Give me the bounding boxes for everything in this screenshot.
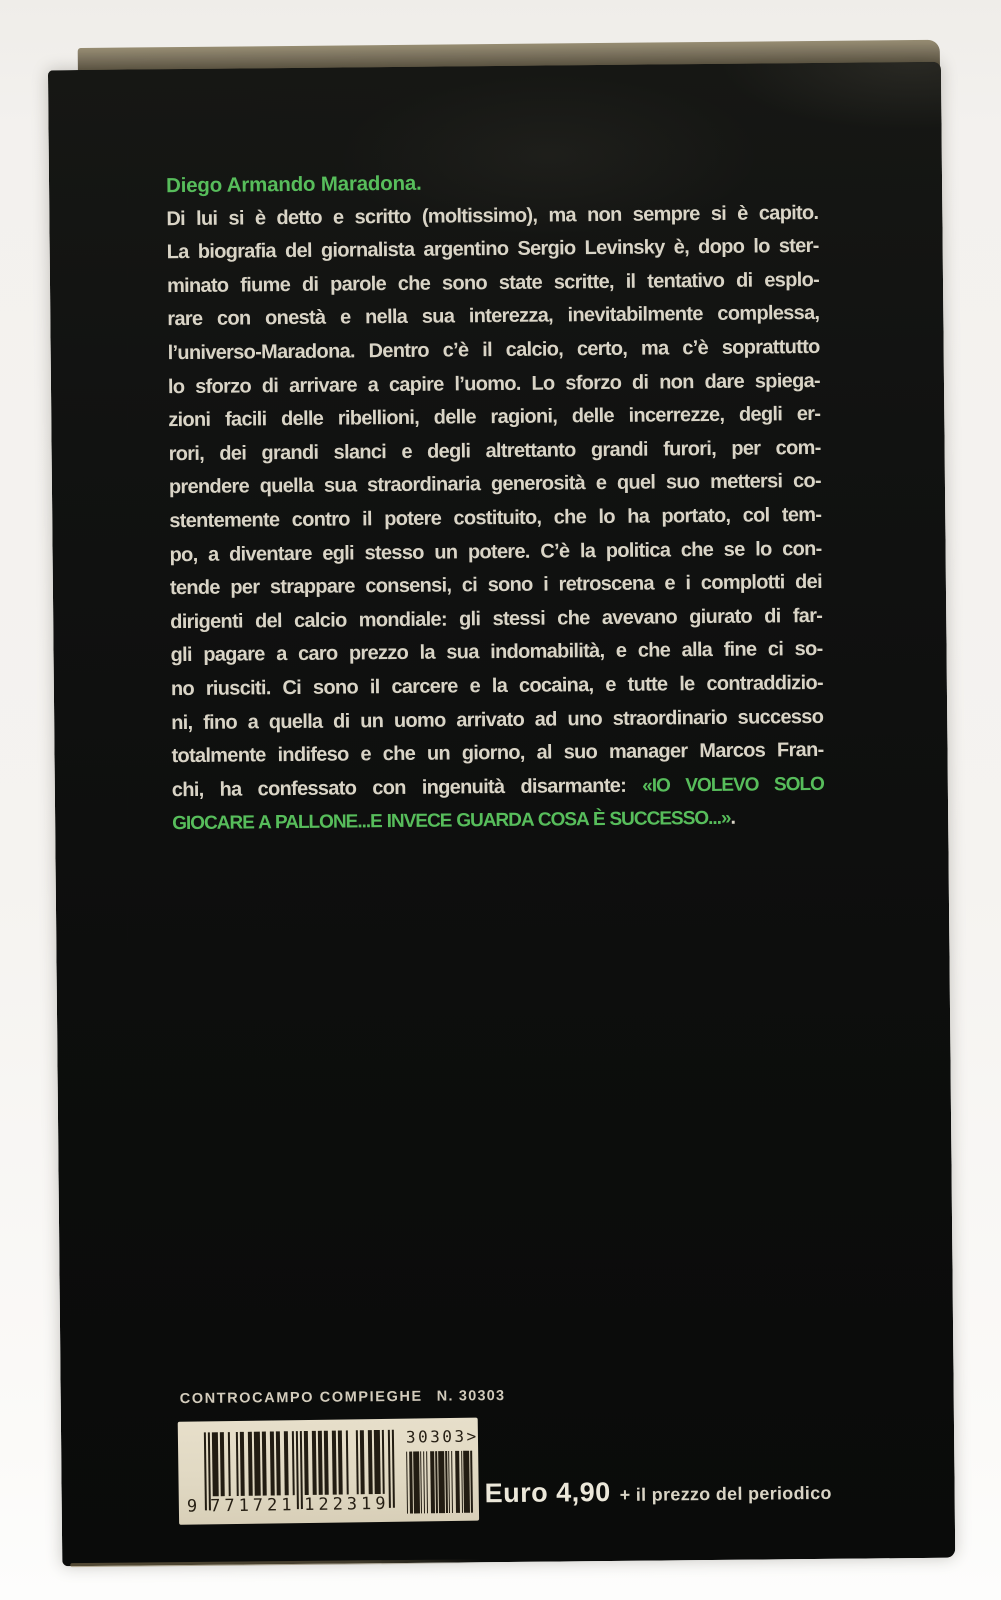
- barcode-bar: [471, 1451, 473, 1513]
- barcode-bar: [445, 1451, 447, 1513]
- barcode-bar: [346, 1430, 349, 1494]
- barcode-digit-first: 9: [186, 1496, 198, 1517]
- barcode-bar: [392, 1430, 395, 1508]
- barcode-bar: [356, 1430, 359, 1494]
- paragraph-line: rare con onestà e nella sua interezza, inevitabilmente complessa,: [167, 302, 820, 331]
- price-amount: Euro 4,90: [484, 1476, 611, 1509]
- paragraph-line: zioni facili delle ribellioni, delle ragioni, delle incerrezze, degli er-: [168, 403, 821, 432]
- cover-surface: [48, 62, 955, 1567]
- barcode-bar: [236, 1432, 239, 1496]
- barcode-bar: [262, 1432, 267, 1496]
- barcode-bar: [426, 1451, 428, 1513]
- barcode-bar: [461, 1451, 463, 1513]
- paragraph-line: ni, fino a quella di un uomo arrivato ad uno straordinario successo: [171, 705, 824, 734]
- paragraph-line: dirigenti del calcio mondiale: gli stessi che avevano giurato di far-: [170, 604, 823, 633]
- barcode-bar: [296, 1431, 299, 1509]
- barcode-bar: [382, 1430, 385, 1494]
- barcode-bar: [338, 1431, 343, 1495]
- barcode-bar: [409, 1452, 413, 1514]
- book-back-cover: [48, 40, 956, 1567]
- ean-barcode: [186, 1430, 395, 1521]
- cover-paragraph: [166, 197, 824, 842]
- barcode-bar: [312, 1431, 317, 1495]
- blurb-block: [166, 163, 824, 841]
- barcode-bar: [436, 1451, 438, 1513]
- price-suffix: + il prezzo del periodico: [619, 1482, 832, 1505]
- paragraph-line: totalmente indifeso e che un giorno, al suo manager Marcos Fran-: [171, 739, 824, 768]
- price-line: [484, 1475, 831, 1509]
- barcode-bar: [270, 1431, 275, 1495]
- barcode-bar: [300, 1431, 303, 1509]
- imprint-series: CONTROCAMPO COMPIEGHE: [179, 1388, 423, 1408]
- paragraph-line: l’universo-Maradona. Dentro c’è il calcio, certo, ma c’è soprattutto: [167, 335, 820, 365]
- barcode-bar: [430, 1451, 435, 1513]
- paragraph-line: GIOCARE A PALLONE...E INVECE GUARDA COSA È SUCCESSO...».: [172, 807, 736, 835]
- barcode-bar: [276, 1431, 281, 1495]
- barcode-bar: [228, 1432, 231, 1496]
- barcode-bar: [464, 1451, 470, 1513]
- barcode-bar: [254, 1432, 261, 1496]
- barcode-bar: [284, 1431, 289, 1495]
- paragraph-line: Di lui si è detto e scritto (moltissimo), ma non sempre si è capito.: [166, 201, 819, 230]
- barcode-digits-right: 122319: [304, 1493, 390, 1516]
- paragraph-line: tende per strappare consensi, ci sono i retroscena e i complotti dei: [169, 571, 822, 600]
- barcode-bar: [374, 1430, 381, 1494]
- barcode-bar: [332, 1431, 337, 1495]
- barcode-bar: [220, 1432, 225, 1496]
- paragraph-line: stentemente contro il potere costituito, che lo ha portato, col tem-: [169, 503, 822, 533]
- book-title: Diego Armando Maradona.: [165, 171, 422, 198]
- barcode-bar: [406, 1452, 408, 1514]
- barcode-bar: [248, 1432, 253, 1496]
- barcode-bar: [420, 1451, 422, 1513]
- barcode-bar: [324, 1431, 329, 1495]
- barcode-bar: [413, 1451, 419, 1513]
- paragraph-line: po, a diventare egli stesso un potere. C’è la politica che se lo con-: [169, 537, 822, 566]
- imprint-line: [180, 1388, 506, 1407]
- barcode-bar: [368, 1430, 373, 1494]
- imprint-number: N. 30303: [436, 1387, 506, 1405]
- barcode-bar: [451, 1451, 453, 1513]
- barcode-bar: [423, 1451, 425, 1513]
- barcode-label: [178, 1418, 479, 1525]
- barcode-bar: [292, 1431, 295, 1495]
- barcode-bar: [360, 1430, 365, 1494]
- addon-barcode: [405, 1426, 479, 1518]
- paragraph-line: lo sforzo di arrivare a capire l’uomo. Lo sforzo di non dare spiega-: [167, 369, 821, 398]
- barcode-bar: [304, 1431, 309, 1495]
- paragraph-line: minato fiume di parole che sono state scritte, il tentativo di esplo-: [166, 268, 820, 297]
- paragraph-line: chi, ha confessato con ingenuità disarmante: «IO VOLEVO SOLO: [171, 773, 824, 801]
- paragraph-line: prendere quella sua straordinaria generosità e quel suo mettersi co-: [168, 470, 822, 499]
- addon-code-text: 30303>: [405, 1426, 479, 1447]
- paragraph-line: gli pagare a caro prezzo la sua indomabilità, e che alla fine ci so-: [170, 638, 823, 667]
- paragraph-line: rori, dei grandi slanci e degli altrettanto grandi furori, per com-: [168, 436, 821, 465]
- barcode-bar: [448, 1451, 450, 1513]
- paragraph-line: La biografia del giornalista argentino Sergio Levinsky è, dopo lo ster-: [166, 235, 819, 264]
- barcode-bar: [212, 1432, 219, 1496]
- barcode-bar: [240, 1432, 245, 1496]
- barcode-bar: [318, 1431, 323, 1495]
- barcode-bar: [438, 1451, 444, 1513]
- addon-bars: [406, 1451, 475, 1514]
- barcode-digits-left: 771721: [210, 1495, 296, 1517]
- cover-bottom-edge: [70, 1559, 481, 1567]
- barcode-bar: [204, 1432, 207, 1510]
- barcode-bar: [455, 1451, 460, 1513]
- paragraph-line: no riusciti. Ci sono il carcere e la cocaina, e tutte le contraddizio-: [170, 671, 823, 701]
